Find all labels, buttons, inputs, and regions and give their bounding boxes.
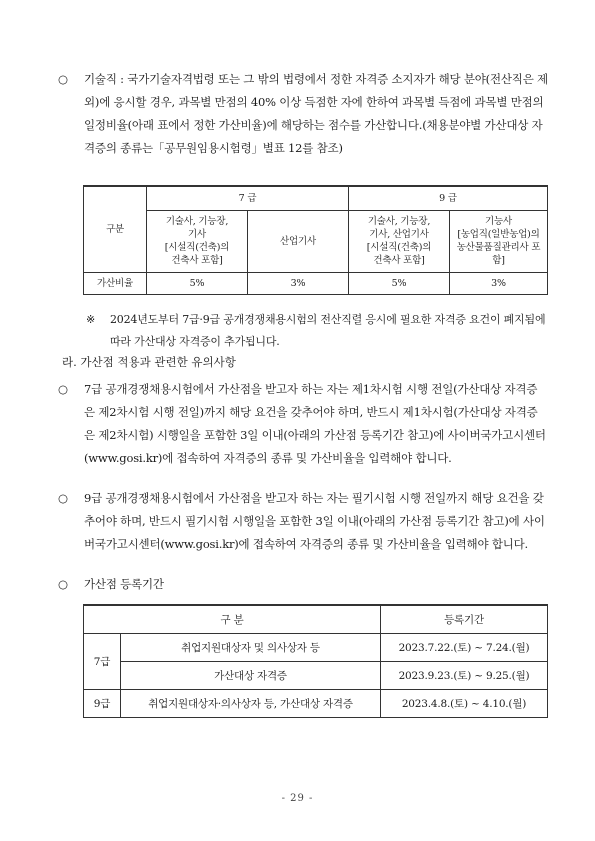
bonus-rate-table: [83, 185, 548, 295]
note-paragraph: [86, 309, 546, 353]
table1-rate: 3%: [450, 272, 548, 294]
registration-period-table: [83, 604, 548, 718]
table1-header-grade7: 7 급: [147, 186, 349, 210]
intro-text: 기술직 : 국가기술자격법령 또는 그 밖의 법령에서 정한 자격증 소지자가 해당 분야(전산직은 제외)에 응시할 경우, 과목별 만점의 40% 이상 득점한 자에 한하여 과목별 득점에 과목별 만점의 일정비율(아래 표에서 정한 가산비율)에 해당하는 점수를 가산합니다.(채용분야별 가산대상 자격증의 종류는「공무원임용시험령」별표 12를 참조): [84, 72, 548, 155]
table2-row2-item: 가산대상 자격증: [121, 662, 381, 690]
paragraph-grade7-text: 7급 공개경쟁채용시험에서 가산점을 받고자 하는 자는 제1차시험 시행 전일(가산대상 자격증은 제2차시험 시행 전일)까지 해당 요건을 갖추어야 하며, 반드시 제1차시험(가산대상 자격증은 제2차시험) 시행일을 포함한 3일 이내(아래의 가산점 등록기간 참고)에 사이버국가고시센터(www.gosi.kr)에 접속하여 자격증의 종류 및 가산비율을 입력해야 합니다.: [84, 382, 546, 465]
table1-rate: 5%: [147, 272, 248, 294]
table1-rate: 3%: [248, 272, 349, 294]
circle-bullet-icon: ○: [58, 72, 68, 86]
table2-row1-item: 취업지원대상자 및 의사상자 등: [121, 634, 381, 662]
table1-header-grade9: 9 급: [349, 186, 548, 210]
table2-row3-item: 취업지원대상자·의사상자 등, 가산대상 자격증: [121, 690, 381, 718]
paragraph-grade7: [58, 378, 548, 470]
table2-row2-period: 2023.9.23.(토) ~ 9.25.(월): [381, 662, 548, 690]
page-number: - 29 -: [281, 793, 314, 804]
table2-header-gubun: 구 분: [84, 605, 381, 634]
reference-mark-icon: ※: [86, 313, 96, 326]
table1-rate: 5%: [349, 272, 450, 294]
paragraph-registration-text: 가산점 등록기간: [84, 577, 164, 591]
table1-header-gubun: 구분: [84, 186, 147, 272]
paragraph-grade9: [58, 487, 548, 556]
table1-col-9-engineer: 기술사, 기능장, 기사, 산업기사 [시설직(건축)의 건축사 포함]: [349, 210, 450, 272]
paragraph-registration: [58, 573, 548, 596]
circle-bullet-icon: ○: [58, 577, 68, 591]
intro-paragraph: [58, 68, 548, 160]
table1-col-7-industrial: 산업기사: [248, 210, 349, 272]
section-heading: 라. 가산점 적용과 관련한 유의사항: [62, 355, 236, 369]
table2-grade7: 7급: [84, 634, 121, 690]
note-text: 2024년도부터 7급·9급 공개경쟁채용시험의 전산직렬 응시에 필요한 자격증 요건이 폐지됨에 따라 가산대상 자격증이 추가됩니다.: [110, 313, 546, 348]
table1-row-label: 가산비율: [84, 272, 147, 294]
table1-col-9-craftsman: 기능사 [농업직(일반농업)의 농산물품질관리사 포함]: [450, 210, 548, 272]
table2-grade9: 9급: [84, 690, 121, 718]
circle-bullet-icon: ○: [58, 382, 68, 396]
table2-header-period: 등록기간: [381, 605, 548, 634]
paragraph-grade9-text: 9급 공개경쟁채용시험에서 가산점을 받고자 하는 자는 필기시험 시행 전일까지 해당 요건을 갖추어야 하며, 반드시 필기시험 시행일을 포함한 3일 이내(아래의 가산점 등록기간 참고)에 사이버국가고시센터(www.gosi.kr)에 접속하여 자격증의 종류 및 가산비율을 입력해야 합니다.: [84, 491, 545, 551]
circle-bullet-icon: ○: [58, 491, 68, 505]
table2-row3-period: 2023.4.8.(토) ~ 4.10.(월): [381, 690, 548, 718]
table2-row1-period: 2023.7.22.(토) ~ 7.24.(월): [381, 634, 548, 662]
table1-col-7-engineer: 기술사, 기능장, 기사 [시설직(건축)의 건축사 포함]: [147, 210, 248, 272]
